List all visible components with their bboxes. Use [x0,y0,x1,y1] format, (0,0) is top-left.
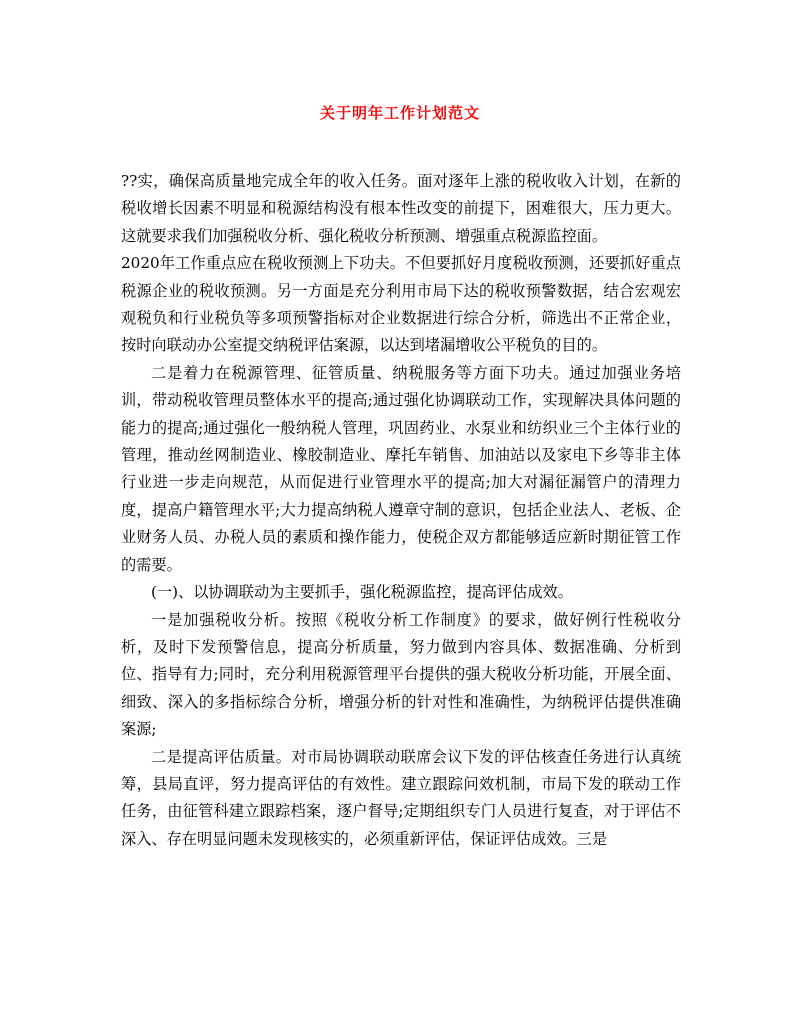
document-body [121,168,681,853]
paragraph: 一是加强税收分析。按照《税收分析工作制度》的要求，做好例行性税收分析，及时下发预警信息，提高分析质量，努力做到内容具体、数据准确、分析到位、指导有力;同时，充分利用税源管理平台提供的强大税收分析功能，开展全面、细致、深入的多指标综合分析，增强分析的针对性和准确性，为纳税评估提供准确案源; [121,610,681,739]
paragraph: ??实，确保高质量地完成全年的收入任务。面对逐年上涨的税收收入计划，在新的税收增长因素不明显和税源结构没有根本性改变的前提下，困难很大，压力更大。这就要求我们加强税收分析、强化税收分析预测、增强重点税源监控面。 [121,172,681,245]
paragraph: 二是着力在税源管理、征管质量、纳税服务等方面下功夫。通过加强业务培训，带动税收管理员整体水平的提高;通过强化协调联动工作，实现解决具体问题的能力的提高;通过强化一般纳税人管理，巩固药业、水泵业和纺织业三个主体行业的管理，推动丝网制造业、橡胶制造业、摩托车销售、加油站以及家电下乡等非主体行业进一步走向规范，从而促进行业管理水平的提高;加大对漏征漏管户的清理力度，提高户籍管理水平;大力提高纳税人遵章守制的意识，包括企业法人、老板、企业财务人员、办税人员的素质和操作能力，使税企双方都能够适应新时期征管工作的需要。 [121,363,681,574]
paragraph: (一)、以协调联动为主要抓手，强化税源监控，提高评估成效。 [151,583,573,602]
paragraph: 2020年工作重点应在税收预测上下功夫。不但要抓好月度税收预测，还要抓好重点税源企业的税收预测。另一方面是充分利用市局下达的税收预警数据，结合宏观宏观税负和行业税负等多项预警指标对企业数据进行综合分析，筛选出不正常企业，按时向联动办公室提交纳税评估案源，以达到堵漏增收公平税负的目的。 [121,254,681,355]
document-title: 关于明年工作计划范文 [319,104,480,122]
paragraph: 二是提高评估质量。对市局协调联动联席会议下发的评估核查任务进行认真统筹，县局直评，努力提高评估的有效性。建立跟踪问效机制，市局下发的联动工作任务，由征管科建立跟踪档案，逐户督导;定期组织专门人员进行复查，对于评估不深入、存在明显问题未发现核实的，必须重新评估，保证评估成效。三是 [121,747,681,848]
